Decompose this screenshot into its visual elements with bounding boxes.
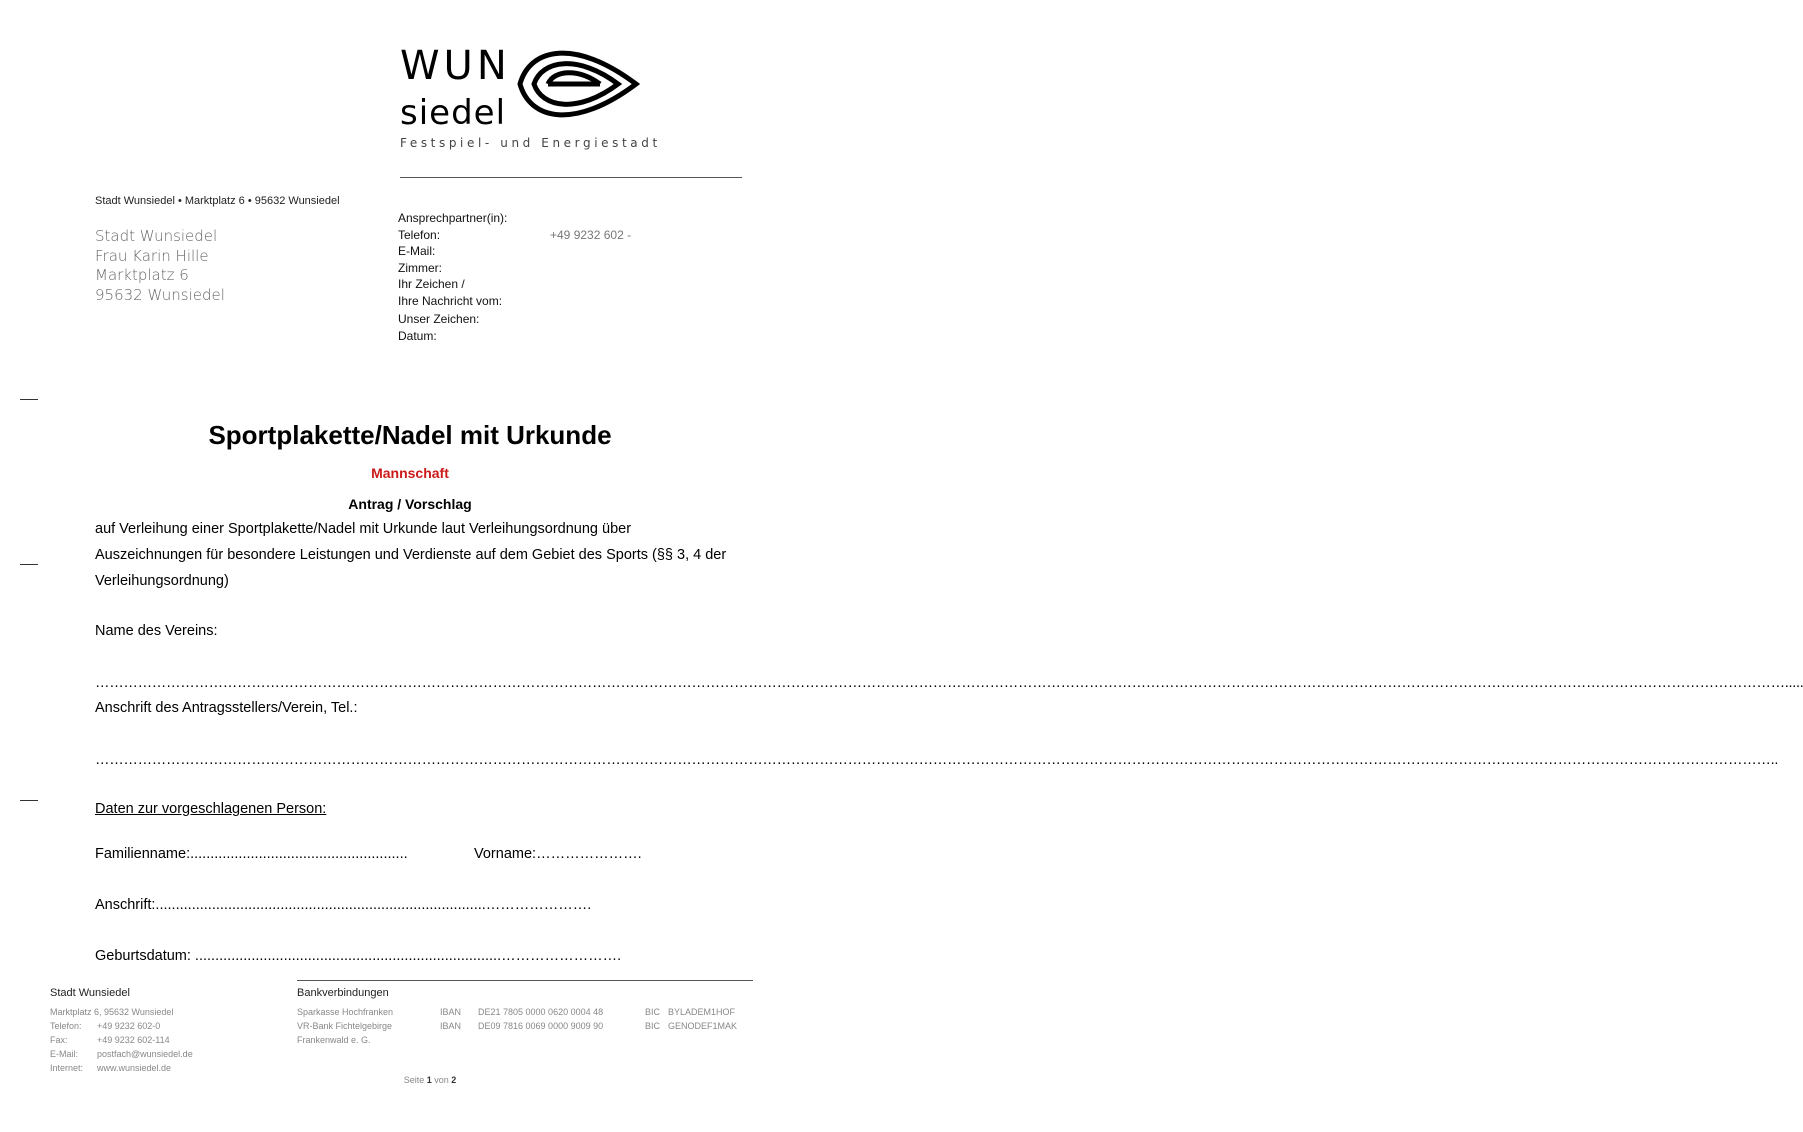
anschrift-verein-input-line[interactable]: ………………………………………………………………………………………………………………………………………………………………………………………………………………………………………………………………………………………………………………………….. [95,752,1779,768]
page-number [0,1075,860,1085]
contact-label: Unser Zeichen: [398,312,480,326]
fold-mark [20,564,38,565]
contact-label: Ihre Nachricht vom: [398,293,503,308]
verein-input-line[interactable]: ……………………………………………………………………………………………………………………………………………………………………………………………………………………………………………………………………………………………………………………………..... [95,675,1803,691]
footer-label: Telefon: [50,1021,82,1031]
logo-wordmark-wun: WUN [400,43,511,89]
page-total: 2 [451,1075,457,1085]
recipient-line: Stadt Wunsiedel [95,227,218,245]
footer-iban-2: DE09 7816 0069 0000 9009 90 [478,1021,604,1031]
footer-bic-2: GENODEF1MAK [668,1021,738,1031]
footer-bank2-name2: Frankenwald e. G. [297,1035,371,1045]
footer-iban-1: DE21 7805 0000 0620 0004 48 [478,1007,604,1017]
contact-label: Telefon: [398,227,441,242]
document-subtitle: Mannschaft [371,465,449,481]
footer-bank1-name: Sparkasse Hochfranken [297,1007,394,1017]
footer-internet: www.wunsiedel.de [97,1063,172,1073]
footer-divider [297,980,753,981]
fold-mark [20,800,38,801]
footer-bank2-name: VR-Bank Fichtelgebirge [297,1021,393,1031]
footer-address-block [50,1005,193,1075]
footer-bic-1: BYLADEM1HOF [668,1007,736,1017]
footer-iban-label: IBAN [440,1007,462,1017]
footer-fax: +49 9232 602-114 [97,1035,170,1045]
contact-label: Datum: [398,328,437,343]
footer-label: Fax: [50,1035,68,1045]
anschrift-verein-label: Anschrift des Antragsstellers/Verein, Tel.: [95,700,358,716]
footer-telefon: +49 9232 602-0 [97,1021,161,1031]
contact-label: E-Mail: [398,244,436,258]
vorname-field[interactable]: Vorname:…………………. [474,846,642,862]
page-of: von [434,1075,449,1085]
contact-phone-value: +49 9232 602 - [550,228,632,242]
fold-mark [20,399,38,400]
recipient-line: Marktplatz 6 [95,266,189,284]
footer-label: E-Mail: [50,1049,79,1059]
recipient-address [95,227,225,305]
sender-line: Stadt Wunsiedel • Marktplatz 6 • 95632 Wunsiedel [95,195,340,207]
geburtsdatum-field[interactable]: Geburtsdatum: ............................................................................……………………. [95,948,622,964]
contact-label: Zimmer: [398,260,442,275]
header-divider [400,177,742,178]
page-prefix: Seite [403,1075,425,1085]
document-title: Sportplakette/Nadel mit Urkunde [208,420,612,450]
contact-label: Ihr Zeichen / [398,277,465,291]
contact-label: Ansprechpartner(in): [398,211,508,225]
footer-email: postfach@wunsiedel.de [97,1049,193,1059]
page-current: 1 [426,1075,432,1085]
person-anschrift-field[interactable]: Anschrift:..................................................................................…………………. [95,897,592,913]
footer-bic-label: BIC [645,1021,661,1031]
footer-org-name: Stadt Wunsiedel [50,987,130,999]
logo-eye-icon [500,38,640,130]
footer-bic-label: BIC [645,1007,661,1017]
recipient-line: 95632 Wunsiedel [95,285,225,304]
recipient-line: Frau Karin Hille [95,246,209,265]
logo-tagline: Festspiel- und Energiestadt [400,136,661,150]
familienname-field[interactable]: Familienname:...................................................... [95,846,408,862]
footer-address: Marktplatz 6, 95632 Wunsiedel [50,1007,174,1017]
verein-label: Name des Vereins: [95,623,218,639]
footer-iban-label: IBAN [440,1021,462,1031]
intro-paragraph: auf Verleihung einer Sportplakette/Nadel mit Urkunde laut Verleihungsordnung über Auszeichnungen für besondere Leistungen und Verdienste auf dem Gebiet des Sports (§§ 3, 4 der Verleihungsordnung) [95,521,727,589]
contact-block [398,210,507,344]
footer-bank-heading: Bankverbindungen [297,987,389,999]
logo-wordmark-siedel: siedel [400,93,507,133]
person-section-heading: Daten zur vorgeschlagenen Person: [95,801,327,817]
document-subhead: Antrag / Vorschlag [348,496,472,512]
footer-label: Internet: [50,1063,84,1073]
